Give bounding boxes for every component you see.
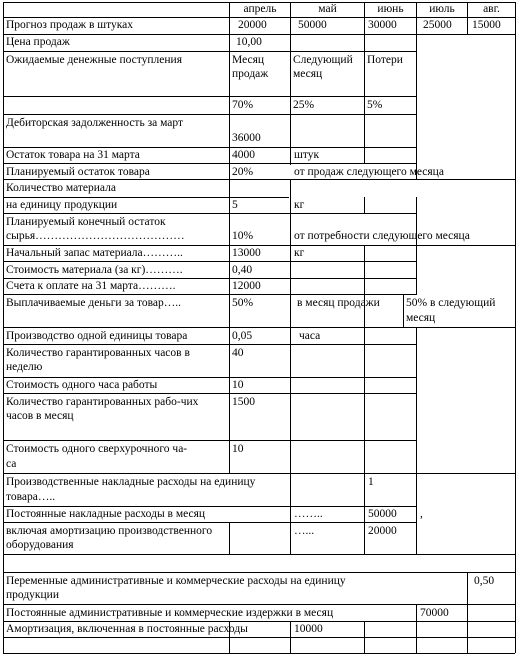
initial-stock-unit: кг <box>294 247 305 259</box>
depreciation-label: Амортизация, включенная в постоянные расходы <box>6 623 248 635</box>
grid-line <box>3 522 417 523</box>
payable-label: Счета к оплате на 31 марта………. <box>6 280 176 292</box>
cash-col2-line1: Следующий <box>293 54 353 66</box>
stock-planned-label: Планируемый остаток товара <box>6 166 150 178</box>
grid-line <box>3 653 515 654</box>
overtime-label-1: Стоимость одного сверхурочного ча- <box>6 443 188 455</box>
grid-line <box>416 245 417 294</box>
material-qty-value: 5 <box>232 199 238 211</box>
grid-line <box>515 2 516 653</box>
grid-line <box>3 637 515 638</box>
grid-line <box>3 34 515 35</box>
grid-line <box>3 554 515 555</box>
var-admin-label-2: продукции <box>6 589 59 601</box>
paid-goods-note2-line1: 50% в следующий <box>406 297 496 309</box>
forecast-jun: 30000 <box>368 19 397 31</box>
cash-pct-1: 70% <box>232 99 254 111</box>
stock-planned-value: 20% <box>232 166 254 178</box>
grid-line <box>290 179 291 245</box>
grid-line <box>3 572 515 573</box>
grid-line <box>3 344 417 345</box>
grid-line <box>3 377 417 378</box>
incl-depr-label-1: включая амортизацию производственного <box>6 525 213 537</box>
cash-col2-line2: месяц <box>293 68 323 80</box>
grid-line <box>3 604 515 605</box>
guaranteed-month-value: 1500 <box>232 396 255 408</box>
guaranteed-week-value: 40 <box>232 347 244 359</box>
header-april: апрель <box>243 3 277 15</box>
forecast-may: 50000 <box>298 19 327 31</box>
guaranteed-week-label-2: неделю <box>6 361 43 373</box>
grid-line <box>3 213 417 214</box>
grid-line <box>3 294 417 295</box>
forecast-jul: 25000 <box>423 19 452 31</box>
paid-goods-note2-line2: месяц <box>406 312 436 324</box>
overhead-unit-label-2: товара….. <box>6 491 56 503</box>
guaranteed-week-label-1: Количество гарантированных часов в <box>6 347 190 359</box>
grid-line <box>3 51 417 52</box>
overhead-unit-value: 1 <box>368 476 374 488</box>
grid-line <box>364 2 365 163</box>
grid-line <box>3 440 417 441</box>
grid-line <box>229 2 230 473</box>
grid-line <box>3 17 515 18</box>
grid-line <box>3 114 417 115</box>
grid-line <box>3 393 417 394</box>
grid-line <box>3 163 417 164</box>
paid-goods-note: в месяц продажи <box>297 297 380 309</box>
header-august: авг. <box>483 3 500 15</box>
overtime-value: 10 <box>232 443 244 455</box>
grid-line <box>416 327 417 554</box>
initial-stock-value: 13000 <box>232 247 261 259</box>
cash-pct-2: 25% <box>293 99 315 111</box>
price-value: 10,00 <box>236 36 262 48</box>
grid-line <box>3 506 417 507</box>
grid-line <box>3 278 417 279</box>
cash-col3: Потери <box>367 54 403 66</box>
header-may: май <box>318 3 337 15</box>
var-admin-label-1: Переменные административные и коммерческие расходы на единицу <box>6 575 346 587</box>
grid-line <box>3 245 515 246</box>
grid-line <box>3 147 417 148</box>
hour-cost-value: 10 <box>232 379 244 391</box>
receivables-value: 36000 <box>232 132 261 144</box>
stock-march-value: 4000 <box>232 149 255 161</box>
raw-final-label-1: Планируемый конечный остаток <box>6 216 166 228</box>
forecast-label: Прогноз продаж в штуках <box>6 19 133 31</box>
incl-depr-label-2: оборудования <box>6 539 74 551</box>
paid-goods-label: Выплачиваемые деньги за товар….. <box>6 297 181 309</box>
fixed-admin-label: Постоянные административные и коммерческие издержки в месяц <box>6 607 334 619</box>
unit-prod-label: Производство одной единицы товара <box>6 330 188 342</box>
material-qty-label-2: на единицу продукции <box>6 199 118 211</box>
grid-line <box>364 197 365 213</box>
cash-col1-line2: продаж <box>232 68 269 80</box>
stock-march-unit: штук <box>294 149 320 161</box>
overtime-label-2: са <box>6 458 17 470</box>
overhead-unit-label-1: Производственные накладные расходы на единицу <box>6 476 256 488</box>
unit-prod-unit: часа <box>299 330 321 342</box>
grid-line <box>3 261 417 262</box>
price-label: Цена продаж <box>6 36 70 48</box>
depreciation-value: 10000 <box>294 623 323 635</box>
fixed-overhead-label: Постоянные накладные расходы в месяц <box>6 508 206 520</box>
material-cost-value: 0,40 <box>232 264 253 276</box>
grid-line <box>290 2 291 165</box>
grid-line <box>416 2 417 179</box>
grid-line <box>3 473 515 474</box>
cash-expected-label: Ожидаемые денежные поступления <box>6 54 182 66</box>
unit-prod-value: 0,05 <box>232 330 253 342</box>
guaranteed-month-label-1: Количество гарантированных рабо-чих <box>6 396 199 408</box>
fixed-admin-value: 70000 <box>420 607 449 619</box>
grid-line <box>364 245 365 555</box>
grid-line <box>3 327 515 328</box>
grid-line <box>229 522 230 554</box>
incl-depr-dots: …... <box>294 525 315 537</box>
forecast-aug: 15000 <box>472 19 501 31</box>
grid-line <box>3 179 515 180</box>
grid-line <box>416 604 417 653</box>
grid-line <box>3 96 417 97</box>
grid-line <box>467 572 468 653</box>
incl-depr-value: 20000 <box>368 525 397 537</box>
grid-line <box>290 621 291 653</box>
material-qty-unit: кг <box>294 199 305 211</box>
paid-goods-value: 50% <box>232 297 254 309</box>
forecast-apr: 20000 <box>238 19 267 31</box>
grid-line <box>364 621 365 653</box>
header-july: июль <box>429 3 455 15</box>
receivables-label: Дебиторская задолженность за март <box>6 117 184 129</box>
initial-stock-label: Начальный запас материала……….. <box>6 247 183 259</box>
raw-final-value: 10% <box>232 230 254 242</box>
cash-pct-3: 5% <box>367 99 383 111</box>
payable-value: 12000 <box>232 280 261 292</box>
stock-planned-note: от продаж следующего месяца <box>294 166 444 178</box>
guaranteed-month-label-2: часов в месяц <box>6 410 74 422</box>
stock-march-label: Остаток товара на 31 марта <box>6 149 140 161</box>
fixed-overhead-value: 50000 <box>368 508 397 520</box>
raw-final-label-2: сырья………………………………… <box>6 230 185 242</box>
material-cost-label: Стоимость материала (за кг)………. <box>6 264 183 276</box>
grid-line <box>3 2 4 653</box>
raw-final-note: от потребности следующего месяца <box>294 230 470 242</box>
grid-line <box>3 197 289 198</box>
fixed-overhead-mark: , <box>420 508 423 520</box>
var-admin-value: 0,50 <box>474 575 495 587</box>
fixed-overhead-dots: …….. <box>294 508 323 520</box>
grid-line <box>403 294 404 327</box>
grid-line <box>3 621 515 622</box>
grid-line <box>290 245 291 554</box>
cash-col1-line1: Месяц <box>232 54 265 66</box>
hour-cost-label: Стоимость одного часа работы <box>6 379 158 391</box>
header-june: июнь <box>377 3 404 15</box>
material-qty-label-1: Количество материала <box>6 182 116 194</box>
